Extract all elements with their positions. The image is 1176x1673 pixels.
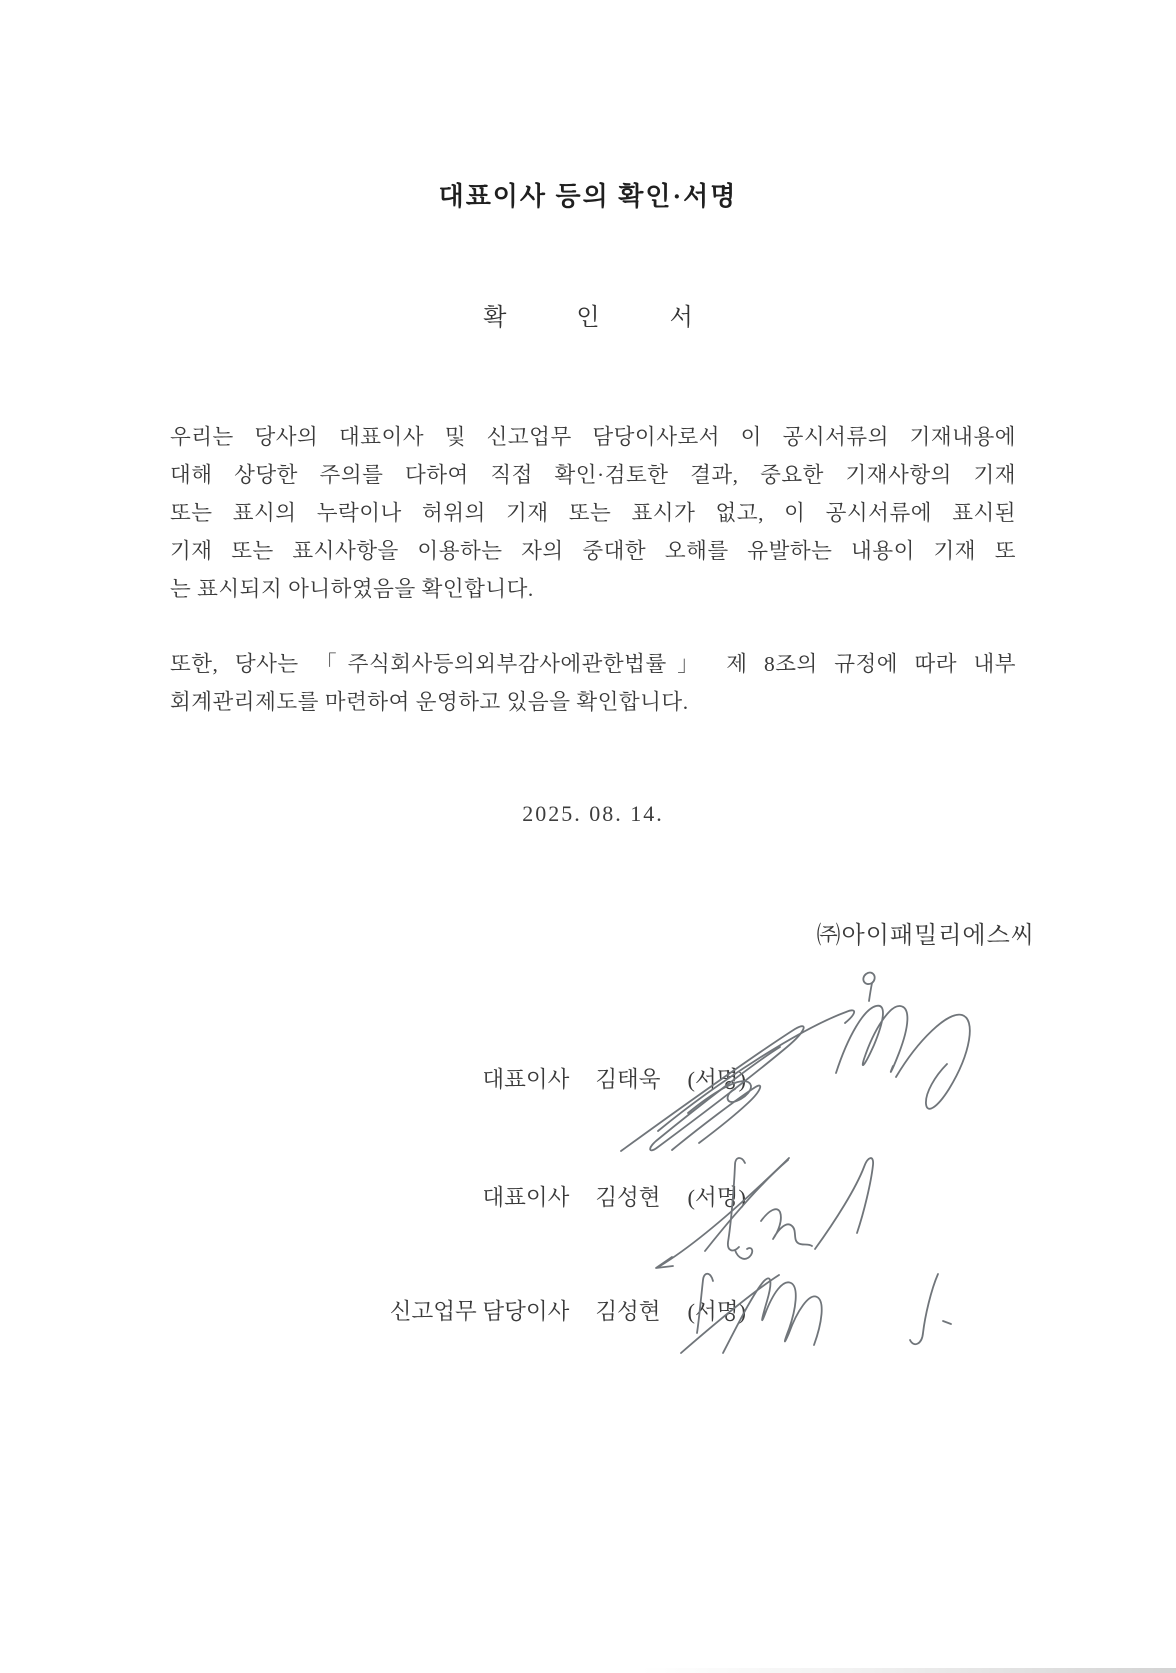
signer-name: 김성현 bbox=[595, 1185, 661, 1210]
signer-row bbox=[390, 1294, 746, 1326]
paragraph-line: 또한, 당사는 「주식회사등의외부감사에관한법률」 제 8조의 규정에 따라 내부 bbox=[170, 652, 1016, 676]
document-subtitle: 확 인 서 bbox=[483, 305, 693, 331]
page-title: 대표이사 등의 확인·서명 bbox=[438, 182, 738, 211]
scan-edge-artifact bbox=[640, 1668, 1176, 1673]
signer-role: 신고업무 담당이사 bbox=[389, 1299, 570, 1324]
signature-placeholder-label: (서명) bbox=[687, 1185, 746, 1210]
signature-placeholder-label: (서명) bbox=[687, 1067, 746, 1092]
signer-role: 대표이사 bbox=[482, 1067, 570, 1092]
paragraph-line: 대해 상당한 주의를 다하여 직접 확인·검토한 결과, 중요한 기재사항의 기재 bbox=[170, 463, 1016, 487]
paragraph-line: 기재 또는 표시사항을 이용하는 자의 중대한 오해를 유발하는 내용이 기재 또 bbox=[170, 539, 1016, 563]
pen-mark-icon bbox=[863, 973, 874, 1001]
confirmation-paragraph bbox=[170, 418, 1016, 608]
internal-control-paragraph bbox=[170, 645, 1016, 721]
paragraph-line: 또는 표시의 누락이나 허위의 기재 또는 표시가 없고, 이 공시서류에 표시된 bbox=[170, 501, 1016, 525]
signer-name: 김태욱 bbox=[595, 1067, 661, 1092]
paragraph-line: 는 표시되지 아니하였음을 확인합니다. bbox=[170, 577, 534, 601]
signer-role: 대표이사 bbox=[482, 1185, 570, 1210]
document-date: 2025. 08. 14. bbox=[522, 801, 664, 826]
signer-row bbox=[482, 1180, 746, 1212]
signer-name: 김성현 bbox=[595, 1299, 661, 1324]
company-name: ㈜아이패밀리에스씨 bbox=[816, 923, 1035, 949]
signature-scribble-kimsunghyun-1 bbox=[656, 1158, 873, 1268]
paragraph-line: 우리는 당사의 대표이사 및 신고업무 담당이사로서 이 공시서류의 기재내용에 bbox=[170, 425, 1016, 449]
paragraph-line: 회계관리제도를 마련하여 운영하고 있음을 확인합니다. bbox=[170, 690, 689, 714]
signer-row bbox=[482, 1062, 746, 1094]
signature-placeholder-label: (서명) bbox=[687, 1299, 746, 1324]
